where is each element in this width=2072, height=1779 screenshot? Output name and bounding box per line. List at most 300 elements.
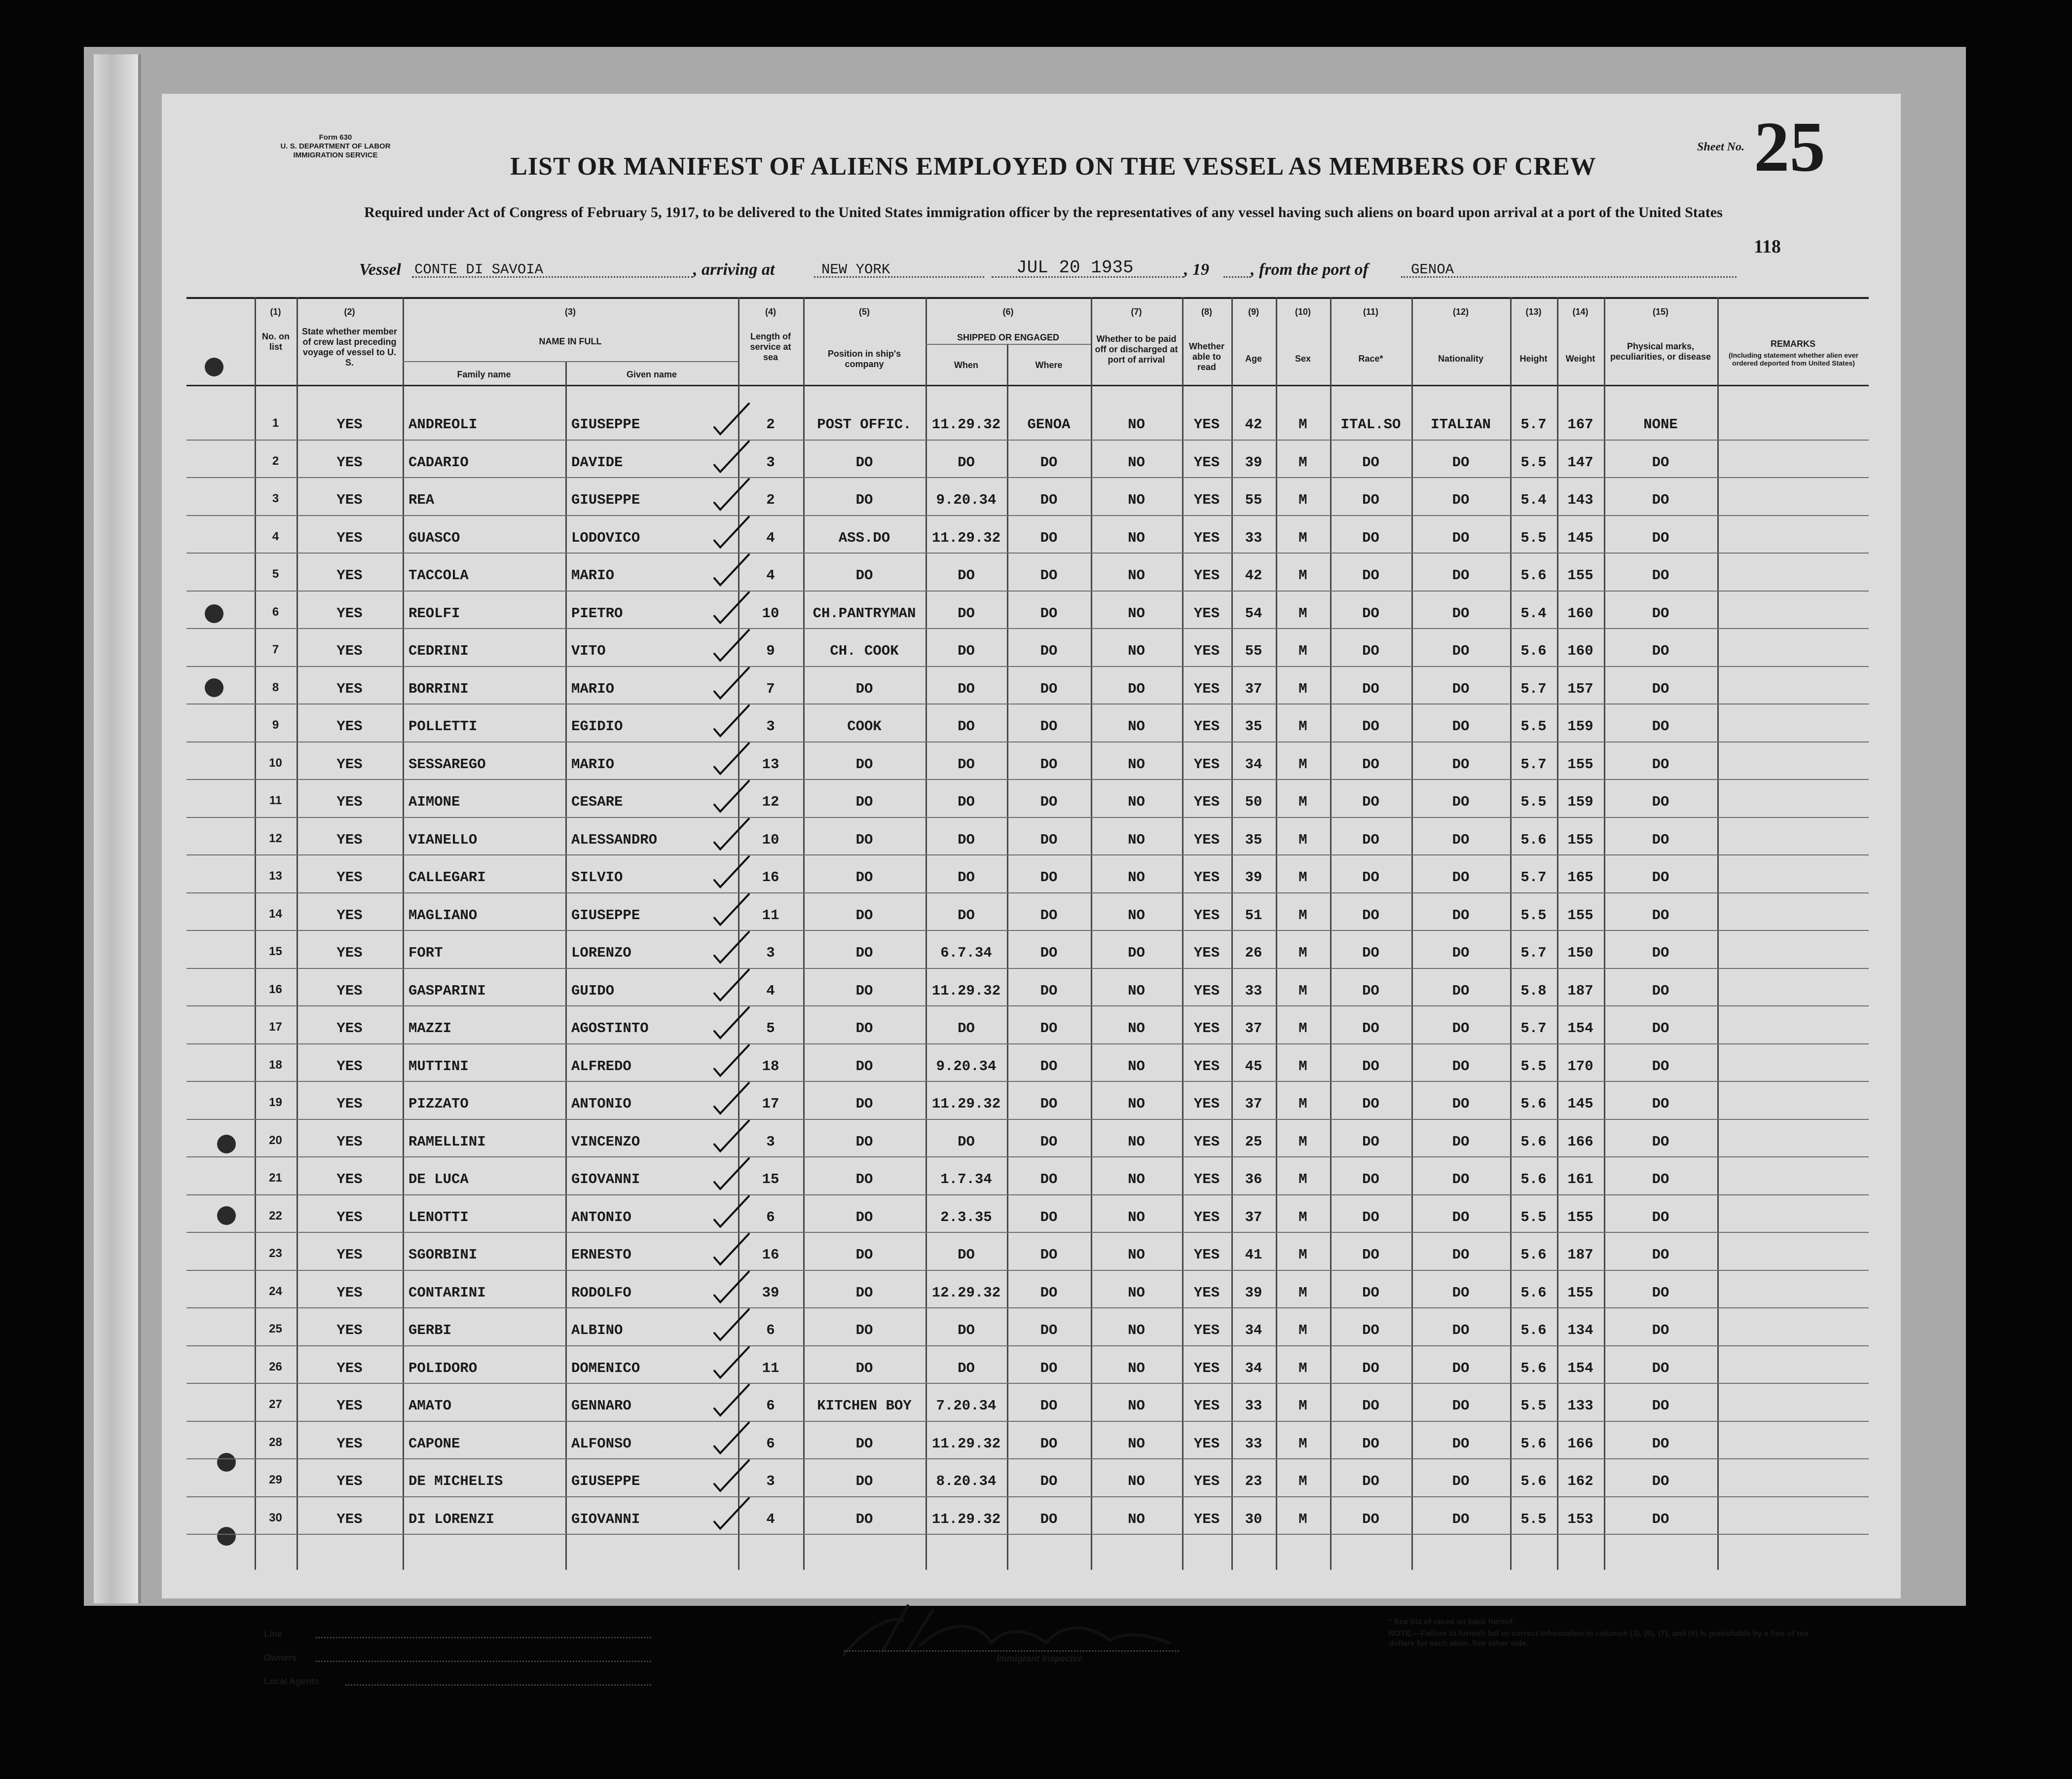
nationality-cell: DO bbox=[1452, 718, 1470, 735]
when-cell: 6.7.34 bbox=[940, 945, 992, 961]
position-cell: POST OFFIC. bbox=[817, 416, 912, 433]
race-cell: DO bbox=[1362, 1096, 1379, 1112]
height-cell: 5.7 bbox=[1520, 756, 1547, 773]
when-cell: DO bbox=[958, 718, 975, 735]
paid-off-cell: NO bbox=[1128, 907, 1145, 924]
row-number: 7 bbox=[272, 643, 279, 656]
physical-marks-cell: NONE bbox=[1643, 416, 1678, 433]
row-rule bbox=[186, 1194, 1869, 1195]
position-cell: DO bbox=[855, 1473, 873, 1489]
height-cell: 5.6 bbox=[1520, 1247, 1547, 1263]
inspector-fill bbox=[844, 1650, 1179, 1652]
weight-cell: 170 bbox=[1567, 1058, 1593, 1075]
family-name-cell: TACCOLA bbox=[408, 567, 469, 584]
race-cell: DO bbox=[1362, 529, 1379, 546]
row-rule bbox=[186, 1119, 1869, 1120]
read-cell: YES bbox=[1193, 907, 1220, 924]
height-cell: 5.7 bbox=[1520, 945, 1547, 961]
where-cell: DO bbox=[1040, 454, 1058, 471]
given-name-cell: RODOLFO bbox=[571, 1284, 631, 1301]
physical-marks-cell: DO bbox=[1652, 1473, 1669, 1489]
col-num: (9) bbox=[1248, 307, 1259, 317]
race-cell: DO bbox=[1362, 831, 1379, 848]
weight-cell: 155 bbox=[1567, 567, 1593, 584]
age-cell: 26 bbox=[1245, 945, 1262, 961]
age-cell: 33 bbox=[1245, 1398, 1262, 1414]
length-cell: 6 bbox=[766, 1435, 775, 1452]
sex-cell: M bbox=[1298, 1435, 1307, 1452]
read-cell: YES bbox=[1193, 416, 1220, 433]
race-cell: DO bbox=[1362, 492, 1379, 508]
where-cell: DO bbox=[1040, 756, 1058, 773]
physical-marks-cell: DO bbox=[1652, 1020, 1669, 1037]
where-cell: DO bbox=[1040, 1284, 1058, 1301]
length-cell: 11 bbox=[762, 907, 779, 924]
length-cell: 10 bbox=[762, 605, 779, 622]
read-cell: YES bbox=[1193, 982, 1220, 999]
sex-cell: M bbox=[1298, 454, 1307, 471]
nationality-cell: DO bbox=[1452, 1473, 1470, 1489]
weight-cell: 155 bbox=[1567, 831, 1593, 848]
race-note: * See list of races on back hereof. bbox=[1389, 1618, 1515, 1626]
height-cell: 5.6 bbox=[1520, 1435, 1547, 1452]
height-cell: 5.6 bbox=[1520, 1360, 1547, 1376]
when-cell: DO bbox=[958, 1020, 975, 1037]
age-cell: 30 bbox=[1245, 1511, 1262, 1527]
state-cell: YES bbox=[336, 416, 363, 433]
given-name-cell: MARIO bbox=[571, 567, 615, 584]
length-cell: 17 bbox=[762, 1096, 779, 1112]
family-name-cell: LENOTTI bbox=[408, 1209, 469, 1225]
row-rule bbox=[186, 1232, 1869, 1233]
race-cell: DO bbox=[1362, 1133, 1379, 1150]
col-num: (12) bbox=[1452, 307, 1469, 317]
state-cell: YES bbox=[336, 1284, 363, 1301]
physical-marks-cell: DO bbox=[1652, 529, 1669, 546]
row-number: 28 bbox=[269, 1435, 282, 1449]
state-cell: YES bbox=[336, 794, 363, 810]
length-cell: 39 bbox=[762, 1284, 779, 1301]
read-cell: YES bbox=[1193, 1058, 1220, 1075]
row-number: 1 bbox=[272, 416, 279, 430]
row-rule bbox=[186, 628, 1869, 629]
age-cell: 41 bbox=[1245, 1247, 1262, 1263]
col-num: (4) bbox=[765, 307, 776, 317]
sex-cell: M bbox=[1298, 1473, 1307, 1489]
length-cell: 4 bbox=[766, 1511, 775, 1527]
family-name-cell: GERBI bbox=[408, 1322, 452, 1338]
when-cell: 11.29.32 bbox=[931, 416, 1001, 433]
race-cell: DO bbox=[1362, 794, 1379, 810]
where-cell: DO bbox=[1040, 1435, 1058, 1452]
family-name-cell: POLLETTI bbox=[408, 718, 478, 735]
physical-marks-cell: DO bbox=[1652, 831, 1669, 848]
physical-marks-cell: DO bbox=[1652, 982, 1669, 999]
physical-marks-cell: DO bbox=[1652, 907, 1669, 924]
family-name-cell: CADARIO bbox=[408, 454, 469, 471]
col-height-heading: Height bbox=[1519, 354, 1548, 364]
physical-marks-cell: DO bbox=[1652, 1322, 1669, 1338]
nationality-cell: DO bbox=[1452, 1133, 1470, 1150]
position-cell: DO bbox=[855, 1322, 873, 1338]
nationality-cell: DO bbox=[1452, 680, 1470, 697]
length-cell: 3 bbox=[766, 454, 775, 471]
race-cell: ITAL.SO bbox=[1340, 416, 1401, 433]
race-cell: DO bbox=[1362, 1171, 1379, 1187]
col-when-heading: When bbox=[954, 360, 978, 370]
position-cell: DO bbox=[855, 756, 873, 773]
when-cell: 9.20.34 bbox=[936, 1058, 997, 1075]
row-rule bbox=[186, 666, 1869, 667]
col-num: (2) bbox=[344, 307, 355, 317]
sex-cell: M bbox=[1298, 492, 1307, 508]
col-num: (13) bbox=[1525, 307, 1542, 317]
read-cell: YES bbox=[1193, 869, 1220, 886]
age-cell: 34 bbox=[1245, 756, 1262, 773]
physical-marks-cell: DO bbox=[1652, 680, 1669, 697]
length-cell: 18 bbox=[762, 1058, 779, 1075]
row-rule bbox=[186, 1534, 1869, 1535]
when-cell: DO bbox=[958, 680, 975, 697]
weight-cell: 143 bbox=[1567, 492, 1593, 508]
when-cell: DO bbox=[958, 1360, 975, 1376]
height-cell: 5.6 bbox=[1520, 831, 1547, 848]
where-cell: DO bbox=[1040, 1473, 1058, 1489]
from-label: , from the port of bbox=[1251, 260, 1369, 279]
row-number: 16 bbox=[269, 982, 282, 996]
physical-marks-cell: DO bbox=[1652, 794, 1669, 810]
row-rule bbox=[186, 1383, 1869, 1384]
row-rule bbox=[186, 1345, 1869, 1346]
sex-cell: M bbox=[1298, 1247, 1307, 1263]
weight-cell: 150 bbox=[1567, 945, 1593, 961]
paid-off-cell: NO bbox=[1128, 529, 1145, 546]
row-number: 11 bbox=[269, 794, 282, 807]
age-cell: 23 bbox=[1245, 1473, 1262, 1489]
nationality-cell: DO bbox=[1452, 1360, 1470, 1376]
handwritten-number: 118 bbox=[1754, 236, 1781, 257]
paid-off-cell: NO bbox=[1128, 605, 1145, 622]
physical-marks-cell: DO bbox=[1652, 1284, 1669, 1301]
height-cell: 5.6 bbox=[1520, 1322, 1547, 1338]
row-number: 24 bbox=[269, 1284, 282, 1298]
position-cell: KITCHEN BOY bbox=[817, 1398, 912, 1414]
height-cell: 5.5 bbox=[1520, 454, 1547, 471]
family-name-cell: AIMONE bbox=[408, 794, 460, 810]
when-cell: DO bbox=[958, 643, 975, 659]
length-cell: 11 bbox=[762, 1360, 779, 1376]
sex-cell: M bbox=[1298, 1360, 1307, 1376]
nationality-cell: ITALIAN bbox=[1431, 416, 1491, 433]
where-cell: DO bbox=[1040, 982, 1058, 999]
col-sex-heading: Sex bbox=[1295, 354, 1311, 364]
height-cell: 5.7 bbox=[1520, 416, 1547, 433]
physical-marks-cell: DO bbox=[1652, 718, 1669, 735]
physical-marks-cell: DO bbox=[1652, 1096, 1669, 1112]
read-cell: YES bbox=[1193, 454, 1220, 471]
sheet-label: Sheet No. bbox=[1697, 141, 1744, 153]
when-cell: DO bbox=[958, 831, 975, 848]
position-cell: DO bbox=[855, 831, 873, 848]
sex-cell: M bbox=[1298, 567, 1307, 584]
given-name-cell: GIUSEPPE bbox=[571, 907, 640, 924]
row-number: 13 bbox=[269, 869, 282, 883]
row-rule bbox=[186, 1081, 1869, 1082]
row-rule bbox=[186, 1156, 1869, 1157]
height-cell: 5.7 bbox=[1520, 680, 1547, 697]
given-name-cell: AGOSTINTO bbox=[571, 1020, 649, 1037]
nationality-cell: DO bbox=[1452, 1322, 1470, 1338]
given-name-cell: GIUSEPPE bbox=[571, 1473, 640, 1489]
physical-marks-cell: DO bbox=[1652, 567, 1669, 584]
weight-cell: 166 bbox=[1567, 1133, 1593, 1150]
race-cell: DO bbox=[1362, 869, 1379, 886]
weight-cell: 145 bbox=[1567, 1096, 1593, 1112]
row-number: 19 bbox=[269, 1096, 282, 1109]
family-name-cell: MUTTINI bbox=[408, 1058, 469, 1075]
length-cell: 6 bbox=[766, 1209, 775, 1225]
arriving-port: NEW YORK bbox=[821, 261, 890, 278]
when-cell: DO bbox=[958, 756, 975, 773]
sex-cell: M bbox=[1298, 1020, 1307, 1037]
binder-edge bbox=[94, 54, 141, 1603]
sex-cell: M bbox=[1298, 643, 1307, 659]
nationality-cell: DO bbox=[1452, 982, 1470, 999]
line-label: Line bbox=[264, 1629, 283, 1639]
when-cell: DO bbox=[958, 1247, 975, 1263]
paid-off-cell: NO bbox=[1128, 1209, 1145, 1225]
row-number: 18 bbox=[269, 1058, 282, 1072]
height-cell: 5.5 bbox=[1520, 529, 1547, 546]
owners-label: Owners bbox=[264, 1653, 297, 1663]
nationality-cell: DO bbox=[1452, 756, 1470, 773]
position-cell: DO bbox=[855, 869, 873, 886]
position-cell: ASS.DO bbox=[838, 529, 890, 546]
position-cell: CH. COOK bbox=[830, 643, 899, 659]
length-cell: 2 bbox=[766, 416, 775, 433]
paid-off-cell: NO bbox=[1128, 869, 1145, 886]
age-cell: 51 bbox=[1245, 907, 1262, 924]
where-cell: DO bbox=[1040, 1209, 1058, 1225]
read-cell: YES bbox=[1193, 1171, 1220, 1187]
physical-marks-cell: DO bbox=[1652, 643, 1669, 659]
position-cell: DO bbox=[855, 794, 873, 810]
state-cell: YES bbox=[336, 1247, 363, 1263]
weight-cell: 155 bbox=[1567, 1209, 1593, 1225]
read-cell: YES bbox=[1193, 1133, 1220, 1150]
weight-cell: 154 bbox=[1567, 1360, 1593, 1376]
owners-fill bbox=[316, 1661, 651, 1662]
given-name-cell: MARIO bbox=[571, 756, 615, 773]
length-cell: 4 bbox=[766, 529, 775, 546]
state-cell: YES bbox=[336, 1473, 363, 1489]
race-cell: DO bbox=[1362, 1473, 1379, 1489]
where-cell: DO bbox=[1040, 718, 1058, 735]
where-cell: DO bbox=[1040, 1398, 1058, 1414]
given-name-cell: ALBINO bbox=[571, 1322, 623, 1338]
where-cell: DO bbox=[1040, 945, 1058, 961]
race-cell: DO bbox=[1362, 945, 1379, 961]
year-label: , 19 bbox=[1184, 260, 1209, 279]
length-cell: 12 bbox=[762, 794, 779, 810]
row-number: 23 bbox=[269, 1247, 282, 1260]
height-cell: 5.7 bbox=[1520, 869, 1547, 886]
position-cell: DO bbox=[855, 1284, 873, 1301]
length-cell: 3 bbox=[766, 718, 775, 735]
nationality-cell: DO bbox=[1452, 1511, 1470, 1527]
sex-cell: M bbox=[1298, 718, 1307, 735]
paid-off-cell: DO bbox=[1128, 680, 1145, 697]
state-cell: YES bbox=[336, 1096, 363, 1112]
col-shipped-heading: SHIPPED OR ENGAGED bbox=[957, 333, 1060, 342]
race-cell: DO bbox=[1362, 1322, 1379, 1338]
physical-marks-cell: DO bbox=[1652, 945, 1669, 961]
row-rule bbox=[186, 854, 1869, 855]
given-name-cell: DOMENICO bbox=[571, 1360, 640, 1376]
row-number: 25 bbox=[269, 1322, 282, 1335]
position-cell: DO bbox=[855, 907, 873, 924]
sex-cell: M bbox=[1298, 529, 1307, 546]
paid-off-cell: NO bbox=[1128, 1435, 1145, 1452]
race-cell: DO bbox=[1362, 605, 1379, 622]
weight-cell: 134 bbox=[1567, 1322, 1593, 1338]
col-where-heading: Where bbox=[1035, 360, 1063, 370]
when-cell: 1.7.34 bbox=[940, 1171, 992, 1187]
row-rule bbox=[186, 817, 1869, 818]
paid-off-cell: NO bbox=[1128, 643, 1145, 659]
when-cell: 11.29.32 bbox=[931, 529, 1001, 546]
paid-off-cell: NO bbox=[1128, 567, 1145, 584]
position-cell: DO bbox=[855, 1171, 873, 1187]
race-cell: DO bbox=[1362, 1284, 1379, 1301]
sex-cell: M bbox=[1298, 831, 1307, 848]
col-position-heading: Position in ship's company bbox=[827, 349, 901, 369]
where-cell: DO bbox=[1040, 643, 1058, 659]
family-name-cell: GUASCO bbox=[408, 529, 460, 546]
when-cell: 11.29.32 bbox=[931, 982, 1001, 999]
col-remarks-heading: REMARKS bbox=[1770, 339, 1815, 349]
age-cell: 25 bbox=[1245, 1133, 1262, 1150]
physical-marks-cell: DO bbox=[1652, 1133, 1669, 1150]
family-name-cell: RAMELLINI bbox=[408, 1133, 486, 1150]
nationality-cell: DO bbox=[1452, 1096, 1470, 1112]
age-cell: 39 bbox=[1245, 1284, 1262, 1301]
given-name-cell: GIOVANNI bbox=[571, 1171, 640, 1187]
when-cell: DO bbox=[958, 1133, 975, 1150]
when-cell: DO bbox=[958, 794, 975, 810]
race-cell: DO bbox=[1362, 1435, 1379, 1452]
col-num: (11) bbox=[1363, 307, 1379, 317]
paid-off-cell: NO bbox=[1128, 416, 1145, 433]
col-num: (14) bbox=[1572, 307, 1589, 317]
read-cell: YES bbox=[1193, 492, 1220, 508]
weight-cell: 153 bbox=[1567, 1511, 1593, 1527]
col-physical-heading: Physical marks, peculiarities, or disease bbox=[1610, 341, 1711, 362]
read-cell: YES bbox=[1193, 1398, 1220, 1414]
nationality-cell: DO bbox=[1452, 1020, 1470, 1037]
state-cell: YES bbox=[336, 1511, 363, 1527]
when-cell: 7.20.34 bbox=[936, 1398, 997, 1414]
when-cell: 8.20.34 bbox=[936, 1473, 997, 1489]
paid-off-cell: NO bbox=[1128, 1284, 1145, 1301]
state-cell: YES bbox=[336, 945, 363, 961]
age-cell: 42 bbox=[1245, 567, 1262, 584]
age-cell: 39 bbox=[1245, 454, 1262, 471]
paid-off-cell: NO bbox=[1128, 1473, 1145, 1489]
length-cell: 16 bbox=[762, 869, 779, 886]
position-cell: DO bbox=[855, 680, 873, 697]
read-cell: YES bbox=[1193, 1247, 1220, 1263]
family-name-cell: MAGLIANO bbox=[408, 907, 478, 924]
length-cell: 6 bbox=[766, 1322, 775, 1338]
physical-marks-cell: DO bbox=[1652, 1511, 1669, 1527]
physical-marks-cell: DO bbox=[1652, 1058, 1669, 1075]
read-cell: YES bbox=[1193, 831, 1220, 848]
agents-fill bbox=[345, 1684, 651, 1686]
nationality-cell: DO bbox=[1452, 869, 1470, 886]
row-rule bbox=[186, 1496, 1869, 1497]
arriving-label: , arriving at bbox=[693, 260, 775, 279]
race-cell: DO bbox=[1362, 1247, 1379, 1263]
read-cell: YES bbox=[1193, 529, 1220, 546]
state-cell: YES bbox=[336, 529, 363, 546]
sex-cell: M bbox=[1298, 1322, 1307, 1338]
row-rule bbox=[186, 779, 1869, 780]
state-cell: YES bbox=[336, 643, 363, 659]
sex-cell: M bbox=[1298, 1511, 1307, 1527]
nationality-cell: DO bbox=[1452, 529, 1470, 546]
weight-cell: 145 bbox=[1567, 529, 1593, 546]
position-cell: DO bbox=[855, 1096, 873, 1112]
position-cell: DO bbox=[855, 1247, 873, 1263]
age-cell: 33 bbox=[1245, 1435, 1262, 1452]
paid-off-cell: DO bbox=[1128, 945, 1145, 961]
nationality-cell: DO bbox=[1452, 1398, 1470, 1414]
family-name-cell: DE LUCA bbox=[408, 1171, 469, 1187]
family-name-cell: FORT bbox=[408, 945, 443, 961]
paid-off-cell: NO bbox=[1128, 1247, 1145, 1263]
state-cell: YES bbox=[336, 680, 363, 697]
weight-cell: 159 bbox=[1567, 794, 1593, 810]
state-cell: YES bbox=[336, 567, 363, 584]
family-name-cell: DI LORENZI bbox=[408, 1511, 495, 1527]
col-num: (5) bbox=[859, 307, 870, 317]
race-cell: DO bbox=[1362, 982, 1379, 999]
given-name-cell: ERNESTO bbox=[571, 1247, 631, 1263]
weight-cell: 159 bbox=[1567, 718, 1593, 735]
position-cell: DO bbox=[855, 567, 873, 584]
col-race-heading: Race* bbox=[1358, 354, 1383, 364]
row-rule bbox=[186, 553, 1869, 554]
given-name-cell: GENNARO bbox=[571, 1398, 631, 1414]
weight-cell: 133 bbox=[1567, 1398, 1593, 1414]
row-number: 9 bbox=[272, 718, 279, 732]
where-cell: DO bbox=[1040, 1058, 1058, 1075]
physical-marks-cell: DO bbox=[1652, 1398, 1669, 1414]
where-cell: DO bbox=[1040, 1360, 1058, 1376]
row-number: 10 bbox=[269, 756, 282, 770]
read-cell: YES bbox=[1193, 567, 1220, 584]
weight-cell: 155 bbox=[1567, 907, 1593, 924]
height-cell: 5.6 bbox=[1520, 1284, 1547, 1301]
col-paid-heading: Whether to be paid off or discharged at port of arrival bbox=[1095, 334, 1178, 365]
nationality-cell: DO bbox=[1452, 1284, 1470, 1301]
where-cell: DO bbox=[1040, 1247, 1058, 1263]
height-cell: 5.4 bbox=[1520, 492, 1547, 508]
weight-cell: 160 bbox=[1567, 605, 1593, 622]
col-num: (15) bbox=[1652, 307, 1668, 317]
year-fill bbox=[1223, 276, 1251, 278]
